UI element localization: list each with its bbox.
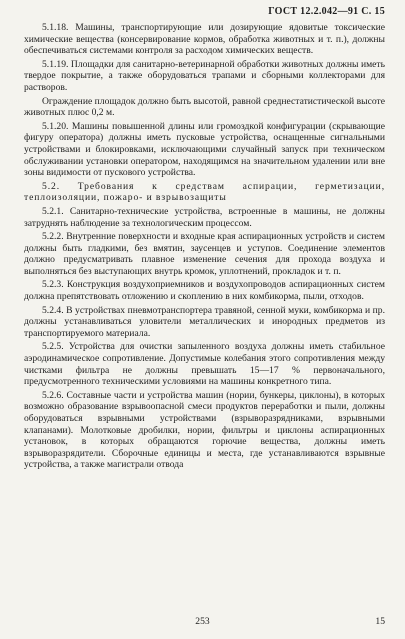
page-header: ГОСТ 12.2.042—91 С. 15 (268, 6, 385, 17)
paragraph-5-2-5: 5.2.5. Устройства для очистки запыленного воздуха должны иметь стабильное аэродинамическое сопротивление. Допустимые колебания этого сопротивления между чистками фильтра не должны превышать 15—17 % первоначального, предусмотренного техническими условиями на машины конкретного типа. (24, 341, 385, 388)
paragraph-5-2-2: 5.2.2. Внутренние поверхности и входные края аспирационных устройств и систем должны быть гладкими, без вмятин, заусенцев и уступов. Соединение элементов должно предусматривать плавное изменение сечения для прохода воздуха и выполняться без выступающих внутрь кромок, уплотнений, прокладок и т. п. (24, 231, 385, 277)
paragraph-fencing: Ограждение площадок должно быть высотой, равной среднестатистической высоте животных плюс 0,2 м. (24, 95, 385, 119)
paragraph-5-1-19: 5.1.19. Площадки для санитарно-ветеринарной обработки животных должны иметь твердое покрытие, а также оборудоваться трапами и сборными коллекторами для растворов. (24, 58, 385, 93)
paragraph-5-1-18: 5.1.18. Машины, транспортирующие или дозирующие ядовитые токсические химические вещества (консервирование кормов, обработка животных и т. п.), должны обеспечиваться системами контроля за расходом химических веществ. (24, 22, 385, 57)
document-body (24, 22, 385, 473)
paragraph-5-2-4: 5.2.4. В устройствах пневмотранспортера травяной, сенной муки, комбикорма и пр. должны устанавливаться уловители металлических и инородных предметов из транспортируемого материала. (24, 304, 385, 339)
paragraph-5-2-6: 5.2.6. Составные части и устройства машин (нории, бункеры, циклоны), в которых возможно образование взрывоопасной смеси продуктов переработки и пыли, должны оборудоваться взрывными устройствами (взрыворазрядниками, взрывными клапанами). Молотковые дробилки, нории, фильтры и циклоны аспирационных установок, в которых обращаются горючие вещества, должны иметь взрыворазрядители. Сборочные единицы и места, где устанавливаются взрывные устройства, а также магистрали отвода (24, 389, 385, 471)
paragraph-5-2-3: 5.2.3. Конструкция воздухоприемников и воздухопроводов аспирационных систем должна препятствовать отложению и скоплению в них комбикорма, пыли, отходов. (24, 279, 385, 303)
page-number-total: 253 (195, 616, 210, 627)
paragraph-5-1-20: 5.1.20. Машины повышенной длины или громоздкой конфигурации (скрывающие фигуру оператора) должны иметь пусковые устройства, оснащенные сигнальными устройствами и блокировками, исключающими случайный запуск при техническом обслуживании установки оператором, находящимся на значительном удалении или вне зоны видимости от пускового устройства. (24, 120, 385, 179)
section-heading-5-2: 5.2. Требования к средствам аспирации, герметизации, теплоизоляции, пожаро- и взрывозащиты (24, 180, 385, 204)
page-number-local: 15 (375, 616, 385, 627)
paragraph-5-2-1: 5.2.1. Санитарно-технические устройства, встроенные в машины, не должны затруднять наблюдение за технологическим процессом. (24, 205, 385, 229)
